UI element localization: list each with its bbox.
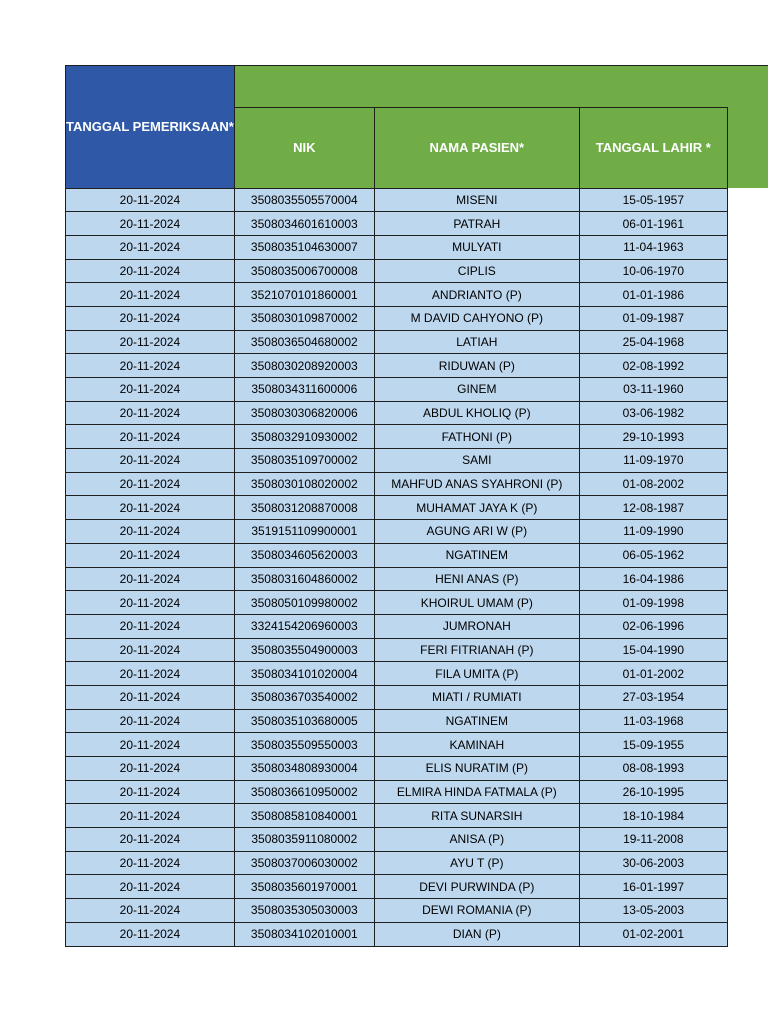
table-row	[66, 543, 728, 567]
cell-tanggal-pemeriksaan[interactable]: 20-11-2024	[66, 733, 235, 757]
cell-tanggal-pemeriksaan[interactable]: 20-11-2024	[66, 496, 235, 520]
cell-nama-pasien[interactable]: MULYATI	[374, 235, 579, 259]
cell-nama-pasien[interactable]: KAMINAH	[374, 733, 579, 757]
table-body	[66, 188, 728, 946]
cell-tanggal-pemeriksaan[interactable]: 20-11-2024	[66, 235, 235, 259]
cell-tanggal-lahir[interactable]: 16-01-1997	[579, 875, 727, 899]
cell-tanggal-lahir[interactable]: 06-01-1961	[579, 212, 727, 236]
cell-nama-pasien[interactable]: ANDRIANTO (P)	[374, 283, 579, 307]
cell-nama-pasien[interactable]: ELMIRA HINDA FATMALA (P)	[374, 780, 579, 804]
table-row	[66, 804, 728, 828]
table-header	[66, 66, 728, 189]
table-row	[66, 709, 728, 733]
cell-tanggal-pemeriksaan[interactable]: 20-11-2024	[66, 638, 235, 662]
table-row	[66, 425, 728, 449]
cell-tanggal-pemeriksaan[interactable]: 20-11-2024	[66, 259, 235, 283]
cell-tanggal-pemeriksaan[interactable]: 20-11-2024	[66, 757, 235, 781]
cell-tanggal-pemeriksaan[interactable]: 20-11-2024	[66, 212, 235, 236]
table-row	[66, 449, 728, 473]
table-row	[66, 591, 728, 615]
table-row	[66, 567, 728, 591]
cell-tanggal-lahir[interactable]: 08-08-1993	[579, 757, 727, 781]
cell-nama-pasien[interactable]: FATHONI (P)	[374, 425, 579, 449]
cell-tanggal-lahir[interactable]: 06-05-1962	[579, 543, 727, 567]
table-row	[66, 780, 728, 804]
table-row	[66, 662, 728, 686]
patient-table	[65, 65, 728, 947]
cell-tanggal-pemeriksaan[interactable]: 20-11-2024	[66, 828, 235, 852]
cell-tanggal-lahir[interactable]: 27-03-1954	[579, 685, 727, 709]
cell-nik[interactable]: 3508035305030003	[234, 899, 374, 923]
cell-tanggal-lahir[interactable]: 02-06-1996	[579, 614, 727, 638]
cell-nik[interactable]: 3508034808930004	[234, 757, 374, 781]
cell-nama-pasien[interactable]: RIDUWAN (P)	[374, 354, 579, 378]
cell-nama-pasien[interactable]: NGATINEM	[374, 543, 579, 567]
table-row	[66, 306, 728, 330]
cell-nik[interactable]: 3519151109900001	[234, 520, 374, 544]
cell-tanggal-lahir[interactable]: 11-04-1963	[579, 235, 727, 259]
cell-tanggal-pemeriksaan[interactable]: 20-11-2024	[66, 283, 235, 307]
header-blank-band	[234, 66, 727, 108]
cell-nik[interactable]: 3508030208920003	[234, 354, 374, 378]
cell-tanggal-lahir[interactable]: 01-09-1987	[579, 306, 727, 330]
cell-tanggal-pemeriksaan[interactable]: 20-11-2024	[66, 591, 235, 615]
cell-nik[interactable]: 3508034102010001	[234, 922, 374, 946]
cell-tanggal-lahir[interactable]: 30-06-2003	[579, 851, 727, 875]
cell-tanggal-pemeriksaan[interactable]: 20-11-2024	[66, 685, 235, 709]
cell-nik[interactable]: 3508035505570004	[234, 188, 374, 212]
cell-tanggal-lahir[interactable]: 03-06-1982	[579, 401, 727, 425]
cell-tanggal-pemeriksaan[interactable]: 20-11-2024	[66, 662, 235, 686]
cell-nama-pasien[interactable]: MUHAMAT JAYA K (P)	[374, 496, 579, 520]
cell-nama-pasien[interactable]: HENI ANAS (P)	[374, 567, 579, 591]
cell-nik[interactable]: 3508030109870002	[234, 306, 374, 330]
cell-nama-pasien[interactable]: DEWI ROMANIA (P)	[374, 899, 579, 923]
cell-nama-pasien[interactable]: DEVI PURWINDA (P)	[374, 875, 579, 899]
cell-tanggal-pemeriksaan[interactable]: 20-11-2024	[66, 449, 235, 473]
cell-tanggal-pemeriksaan[interactable]: 20-11-2024	[66, 567, 235, 591]
cell-tanggal-lahir[interactable]: 15-09-1955	[579, 733, 727, 757]
header-nama-pasien[interactable]: NAMA PASIEN*	[374, 107, 579, 188]
cell-nik[interactable]: 3508034311600006	[234, 378, 374, 402]
cell-nik[interactable]: 3508034605620003	[234, 543, 374, 567]
cell-nama-pasien[interactable]: ANISA (P)	[374, 828, 579, 852]
cell-nama-pasien[interactable]: PATRAH	[374, 212, 579, 236]
cell-tanggal-pemeriksaan[interactable]: 20-11-2024	[66, 804, 235, 828]
cell-nama-pasien[interactable]: FERI FITRIANAH (P)	[374, 638, 579, 662]
cell-tanggal-lahir[interactable]: 11-09-1970	[579, 449, 727, 473]
cell-nama-pasien[interactable]: NGATINEM	[374, 709, 579, 733]
cell-nik[interactable]: 3508035911080002	[234, 828, 374, 852]
cell-nama-pasien[interactable]: MISENI	[374, 188, 579, 212]
cell-tanggal-pemeriksaan[interactable]: 20-11-2024	[66, 875, 235, 899]
cell-tanggal-lahir[interactable]: 25-04-1968	[579, 330, 727, 354]
cell-nik[interactable]: 3508085810840001	[234, 804, 374, 828]
cell-nik[interactable]: 3508031208870008	[234, 496, 374, 520]
cell-tanggal-lahir[interactable]: 18-10-1984	[579, 804, 727, 828]
cell-nik[interactable]: 3508035006700008	[234, 259, 374, 283]
header-nik[interactable]: NIK	[234, 107, 374, 188]
cell-tanggal-pemeriksaan[interactable]: 20-11-2024	[66, 899, 235, 923]
cell-nik[interactable]: 3508037006030002	[234, 851, 374, 875]
table-row	[66, 614, 728, 638]
table-row	[66, 757, 728, 781]
cell-tanggal-lahir[interactable]: 01-01-2002	[579, 662, 727, 686]
cell-tanggal-pemeriksaan[interactable]: 20-11-2024	[66, 543, 235, 567]
cell-nik[interactable]: 3508036703540002	[234, 685, 374, 709]
cell-tanggal-pemeriksaan[interactable]: 20-11-2024	[66, 306, 235, 330]
table-row	[66, 472, 728, 496]
cell-nama-pasien[interactable]: FILA UMITA (P)	[374, 662, 579, 686]
cell-tanggal-lahir[interactable]: 12-08-1987	[579, 496, 727, 520]
table-row	[66, 378, 728, 402]
table-row	[66, 212, 728, 236]
cell-tanggal-lahir[interactable]: 13-05-2003	[579, 899, 727, 923]
cell-nama-pasien[interactable]: SAMI	[374, 449, 579, 473]
cell-nik[interactable]: 3508030108020002	[234, 472, 374, 496]
header-tanggal-lahir[interactable]: TANGGAL LAHIR *	[579, 107, 727, 188]
cell-nama-pasien[interactable]: GINEM	[374, 378, 579, 402]
table-row	[66, 875, 728, 899]
cell-nik[interactable]: 3508035109700002	[234, 449, 374, 473]
cell-nik[interactable]: 3508031604860002	[234, 567, 374, 591]
cell-nik[interactable]: 3508036610950002	[234, 780, 374, 804]
cell-tanggal-pemeriksaan[interactable]: 20-11-2024	[66, 851, 235, 875]
cell-nama-pasien[interactable]: ABDUL KHOLIQ (P)	[374, 401, 579, 425]
cell-nik[interactable]: 3324154206960003	[234, 614, 374, 638]
cell-nama-pasien[interactable]: ELIS NURATIM (P)	[374, 757, 579, 781]
cell-nama-pasien[interactable]: AYU T (P)	[374, 851, 579, 875]
cell-nama-pasien[interactable]: RITA SUNARSIH	[374, 804, 579, 828]
cell-tanggal-lahir[interactable]: 03-11-1960	[579, 378, 727, 402]
table-row	[66, 828, 728, 852]
cell-tanggal-lahir[interactable]: 19-11-2008	[579, 828, 727, 852]
cell-nik[interactable]: 3508034601610003	[234, 212, 374, 236]
cell-tanggal-lahir[interactable]: 29-10-1993	[579, 425, 727, 449]
cell-nama-pasien[interactable]: AGUNG ARI W (P)	[374, 520, 579, 544]
cell-tanggal-lahir[interactable]: 11-09-1990	[579, 520, 727, 544]
cell-tanggal-pemeriksaan[interactable]: 20-11-2024	[66, 922, 235, 946]
cell-nik[interactable]: 3508050109980002	[234, 591, 374, 615]
cell-tanggal-pemeriksaan[interactable]: 20-11-2024	[66, 354, 235, 378]
table-row	[66, 899, 728, 923]
table-row	[66, 685, 728, 709]
cell-tanggal-pemeriksaan[interactable]: 20-11-2024	[66, 378, 235, 402]
cell-tanggal-pemeriksaan[interactable]: 20-11-2024	[66, 780, 235, 804]
table-row	[66, 922, 728, 946]
cell-nama-pasien[interactable]: JUMRONAH	[374, 614, 579, 638]
cell-nik[interactable]: 3508035104630007	[234, 235, 374, 259]
table-row	[66, 520, 728, 544]
cell-nik[interactable]: 3508032910930002	[234, 425, 374, 449]
cell-nama-pasien[interactable]: MIATI / RUMIATI	[374, 685, 579, 709]
table-row	[66, 188, 728, 212]
cell-nama-pasien[interactable]: LATIAH	[374, 330, 579, 354]
cell-nik[interactable]: 3508035601970001	[234, 875, 374, 899]
header-tanggal-pemeriksaan[interactable]: TANGGAL PEMERIKSAAN*	[66, 66, 235, 189]
table-row	[66, 235, 728, 259]
cell-tanggal-lahir[interactable]: 15-04-1990	[579, 638, 727, 662]
cell-nama-pasien[interactable]: CIPLIS	[374, 259, 579, 283]
cell-nama-pasien[interactable]: DIAN (P)	[374, 922, 579, 946]
table-row	[66, 283, 728, 307]
cell-tanggal-pemeriksaan[interactable]: 20-11-2024	[66, 614, 235, 638]
cell-tanggal-pemeriksaan[interactable]: 20-11-2024	[66, 425, 235, 449]
cell-nik[interactable]: 3508035504900003	[234, 638, 374, 662]
table-row	[66, 330, 728, 354]
cell-tanggal-pemeriksaan[interactable]: 20-11-2024	[66, 472, 235, 496]
table-row	[66, 851, 728, 875]
cell-nik[interactable]: 3521070101860001	[234, 283, 374, 307]
header-row-top	[66, 66, 728, 108]
cell-tanggal-lahir[interactable]: 11-03-1968	[579, 709, 727, 733]
table-row	[66, 354, 728, 378]
table-row	[66, 401, 728, 425]
table-row	[66, 496, 728, 520]
cell-tanggal-pemeriksaan[interactable]: 20-11-2024	[66, 330, 235, 354]
cell-tanggal-lahir[interactable]: 10-06-1970	[579, 259, 727, 283]
table-row	[66, 733, 728, 757]
cell-tanggal-lahir[interactable]: 15-05-1957	[579, 188, 727, 212]
table-row	[66, 638, 728, 662]
cell-nik[interactable]: 3508035509550003	[234, 733, 374, 757]
cell-tanggal-lahir[interactable]: 01-09-1998	[579, 591, 727, 615]
cell-nik[interactable]: 3508035103680005	[234, 709, 374, 733]
cell-tanggal-lahir[interactable]: 16-04-1986	[579, 567, 727, 591]
cell-tanggal-pemeriksaan[interactable]: 20-11-2024	[66, 520, 235, 544]
cell-tanggal-pemeriksaan[interactable]: 20-11-2024	[66, 401, 235, 425]
cell-tanggal-lahir[interactable]: 01-08-2002	[579, 472, 727, 496]
cell-tanggal-pemeriksaan[interactable]: 20-11-2024	[66, 709, 235, 733]
table-row	[66, 259, 728, 283]
cell-nik[interactable]: 3508034101020004	[234, 662, 374, 686]
cell-tanggal-lahir[interactable]: 01-01-1986	[579, 283, 727, 307]
cell-tanggal-lahir[interactable]: 26-10-1995	[579, 780, 727, 804]
cell-nama-pasien[interactable]: MAHFUD ANAS SYAHRONI (P)	[374, 472, 579, 496]
cell-tanggal-pemeriksaan[interactable]: 20-11-2024	[66, 188, 235, 212]
cell-nama-pasien[interactable]: KHOIRUL UMAM (P)	[374, 591, 579, 615]
cell-nama-pasien[interactable]: M DAVID CAHYONO (P)	[374, 306, 579, 330]
cell-nik[interactable]: 3508036504680002	[234, 330, 374, 354]
cell-nik[interactable]: 3508030306820006	[234, 401, 374, 425]
cell-tanggal-lahir[interactable]: 02-08-1992	[579, 354, 727, 378]
cell-tanggal-lahir[interactable]: 01-02-2001	[579, 922, 727, 946]
